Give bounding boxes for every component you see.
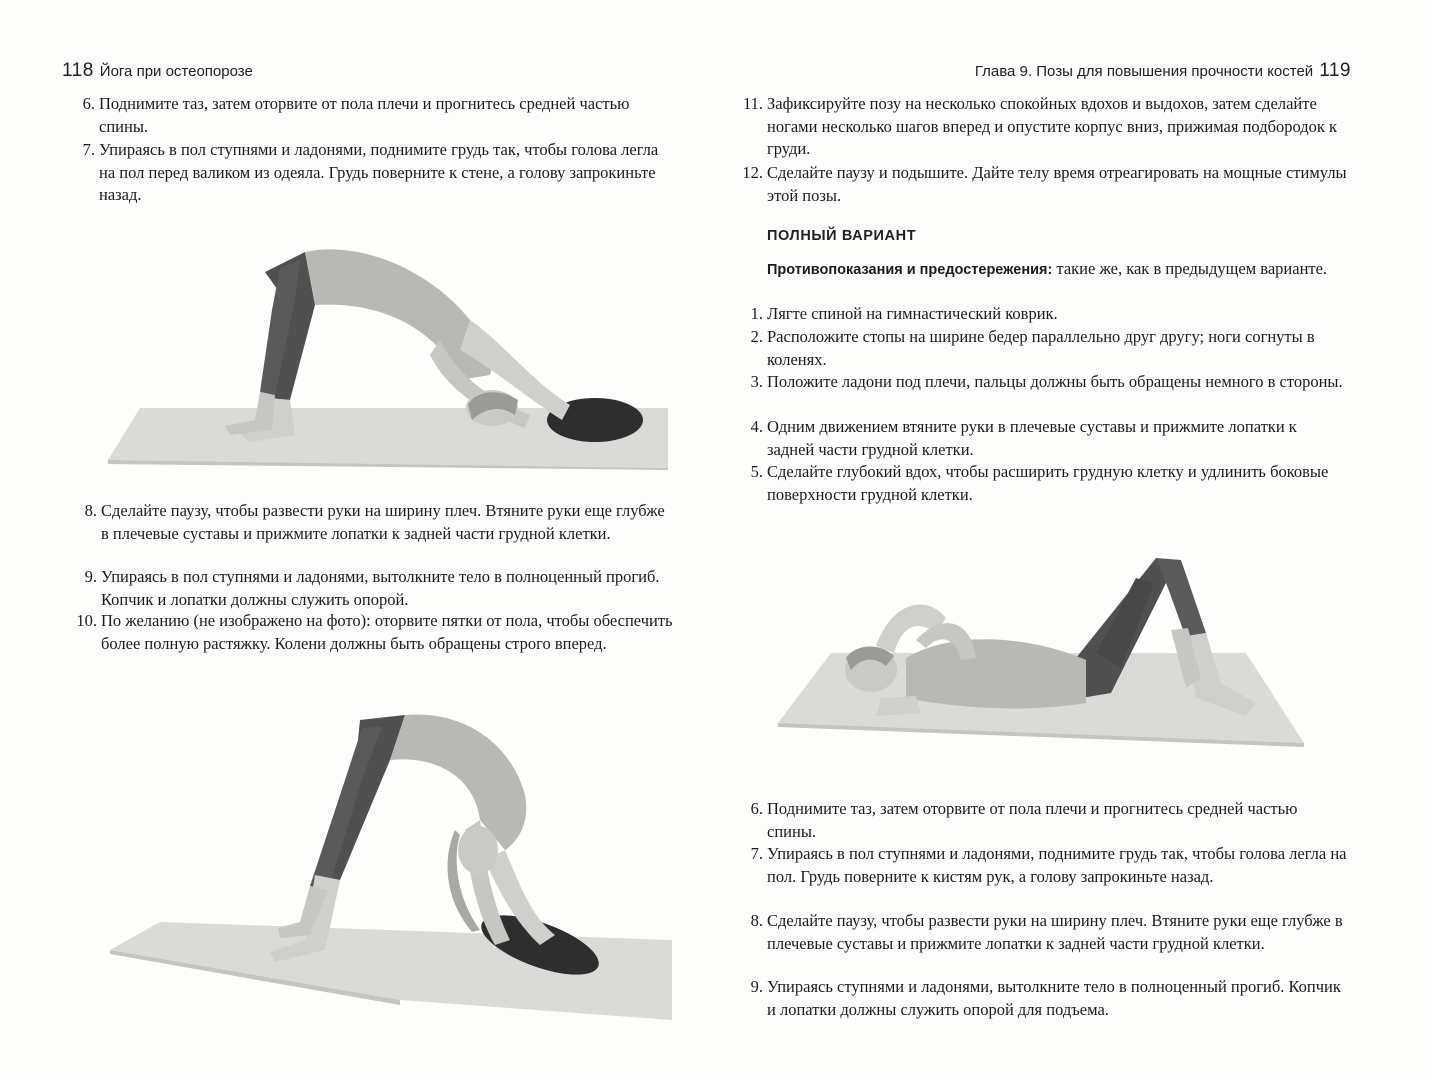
photo-wheel-full (100, 700, 672, 1022)
step-5-right: 5. Сделайте глубокий вдох, чтобы расширить грудную клетку и удлинить боковые поверхности грудной клетки. (750, 462, 1329, 504)
wheel-full-illustration (100, 700, 672, 1022)
photo-bridge-head-down (100, 230, 670, 470)
step-8-right: 8. Сделайте паузу, чтобы развести руки на ширину плеч. Втяните руки еще глубже в плечевые суставы и прижмите лопатки к задней части грудной клетки. (750, 911, 1343, 953)
step-9-right: 9. Упираясь ступнями и ладонями, вытолкните тело в полноценный прогиб. Копчик и лопатки должны служить опорой для подъема. (750, 977, 1341, 1019)
right-page (714, 0, 1429, 1080)
step-12-right: 12. Сделайте паузу и подышите. Дайте телу время отреагировать на мощные стимулы этой позы. (742, 163, 1347, 205)
left-page-number: 118 (62, 60, 94, 81)
bridge-head-down-illustration (100, 230, 670, 470)
right-running-head (975, 60, 1351, 82)
photo-supine-preparation (776, 548, 1306, 748)
caution-label: Противопоказания и предостережения: (767, 262, 1053, 278)
step-7-right: 7. Упираясь в пол ступнями и ладонями, поднимите грудь так, чтобы голова легла на пол. Грудь поверните к кистям рук, а голову запрокиньте назад. (750, 844, 1347, 886)
supine-preparation-illustration (776, 548, 1306, 748)
step-6-left: 6. Поднимите таз, затем оторвите от пола плечи и прогнитесь средней частью спины. (82, 94, 630, 136)
right-page-title: Глава 9. Позы для повышения прочности костей (974, 63, 1314, 80)
step-9-left: 9. Упираясь в пол ступнями и ладонями, вытолкните тело в полноценный прогиб. Копчик и лопатки должны служить опорой. (84, 567, 660, 609)
step-6-right: 6. Поднимите таз, затем оторвите от пола плечи и прогнитесь средней частью спины. (750, 799, 1298, 841)
step-3-right: 3. Положите ладони под плечи, пальцы должны быть обращены немного в стороны. (750, 372, 1343, 391)
step-2-right: 2. Расположите стопы на ширине бедер параллельно друг другу; ноги согнуты в коленях. (750, 327, 1315, 369)
step-4-right: 4. Одним движением втяните руки в плечевые суставы и прижмите лопатки к задней части грудной клетки. (750, 417, 1297, 459)
left-running-head (62, 60, 253, 82)
right-page-number: 119 (1319, 60, 1351, 81)
left-page (0, 0, 714, 1080)
caution-text: такие же, как в предыдущем варианте. (1052, 259, 1328, 278)
step-11-right: 11. Зафиксируйте позу на несколько спокойных вдохов и выдохов, затем сделайте ногами несколько шагов вперед и опустите корпус вниз, прижимая подбородок к груди. (742, 94, 1338, 158)
step-8-left: 8. Сделайте паузу, чтобы развести руки на ширину плеч. Втяните руки еще глубже в плечевые суставы и прижмите лопатки к задней части грудной клетки. (84, 501, 665, 543)
step-1-right: 1. Лягте спиной на гимнастический коврик. (750, 304, 1058, 323)
caution-paragraph (767, 258, 1347, 282)
step-7-left: 7. Упираясь в пол ступнями и ладонями, поднимите грудь так, чтобы голова легла на пол перед валиком из одеяла. Грудь поверните к стене, а голову запрокиньте назад. (82, 140, 659, 204)
section-heading-full-variant: ПОЛНЫЙ ВАРИАНТ (767, 228, 917, 244)
step-10-left: 10. По желанию (не изображено на фото): оторвите пятки от пола, чтобы обеспечить более полную растяжку. Колени должны быть обращены строго вперед. (76, 611, 673, 653)
left-page-title: Йога при остеопорозе (99, 63, 253, 80)
